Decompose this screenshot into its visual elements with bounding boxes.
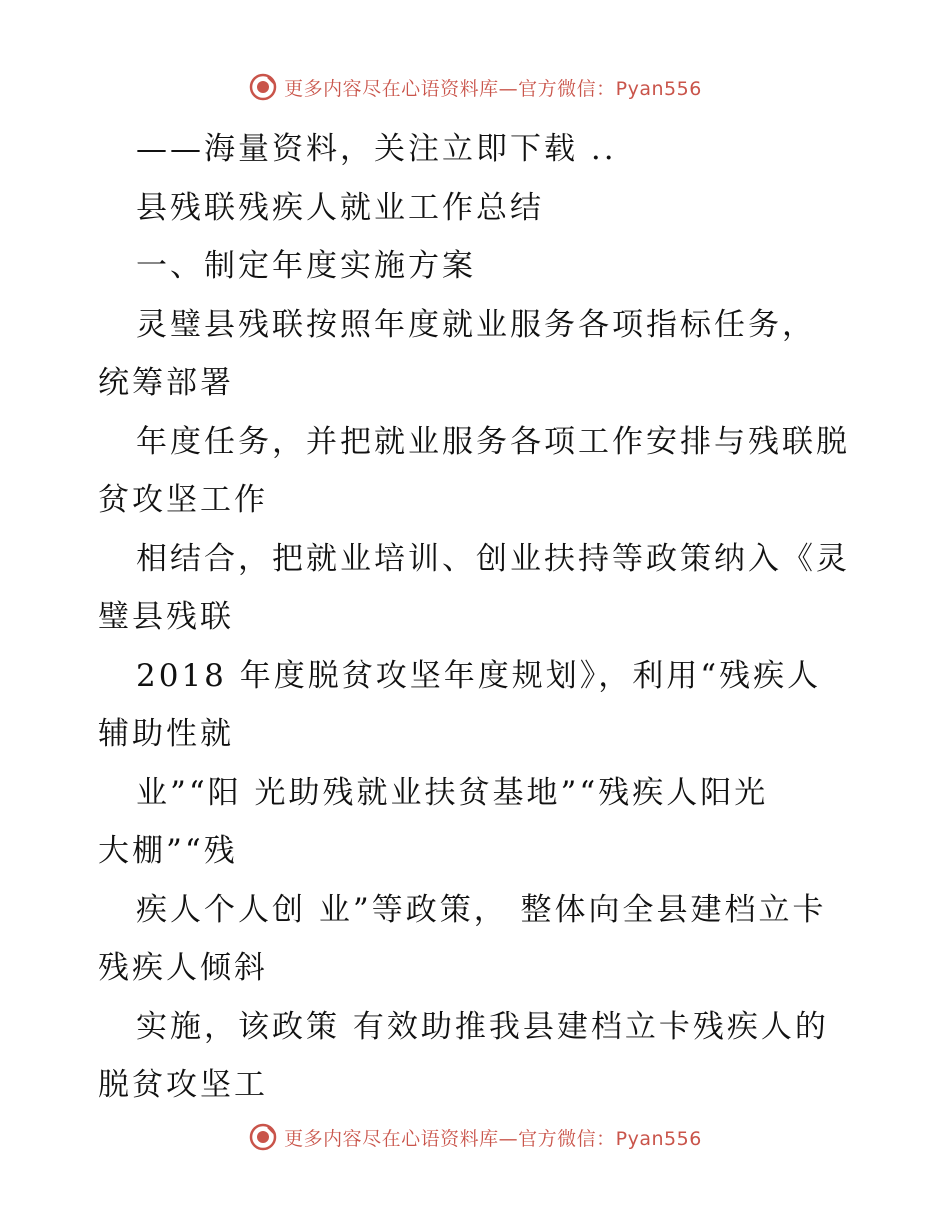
text-line: ——海量资料，关注立即下载 .. bbox=[136, 131, 617, 167]
text-line: 残疾人倾斜 bbox=[98, 950, 268, 986]
document-title: 县残联残疾人就业工作总结 bbox=[136, 189, 544, 226]
text-line: 辅助性就 bbox=[98, 716, 234, 752]
text-line: 统筹部署 bbox=[98, 365, 234, 401]
text-line: 脱贫攻坚工 bbox=[98, 1067, 268, 1103]
text-line: 灵璧县残联按照年度就业服务各项指标任务， bbox=[136, 306, 816, 343]
seal-logo-icon bbox=[248, 72, 278, 102]
text-line: 大棚”“残 bbox=[98, 833, 238, 869]
seal-logo-icon bbox=[248, 1122, 278, 1152]
text-line: 璧县残联 bbox=[98, 599, 234, 635]
header-watermark bbox=[0, 72, 950, 102]
text-line: 业”“阳 光助残就业扶贫基地”“残疾人阳光 bbox=[136, 774, 769, 811]
text-line: 年度任务，并把就业服务各项工作安排与残联脱 bbox=[136, 423, 850, 460]
section-heading: 一、制定年度实施方案 bbox=[136, 248, 476, 284]
text-line: 实施，该政策 有效助推我县建档立卡残疾人的 bbox=[136, 1008, 829, 1045]
text-line: 疾人个人创 业”等政策， 整体向全县建档立卡 bbox=[136, 891, 827, 928]
header-watermark-text: 更多内容尽在心语资料库—官方微信：Pyan556 bbox=[284, 77, 702, 100]
text-line: 相结合，把就业培训、创业扶持等政策纳入《灵 bbox=[136, 540, 850, 577]
footer-watermark-text: 更多内容尽在心语资料库—官方微信：Pyan556 bbox=[284, 1127, 702, 1150]
footer-watermark bbox=[0, 1122, 950, 1152]
text-line: 贫攻坚工作 bbox=[98, 482, 268, 518]
text-line: 2018 年度脱贫攻坚年度规划》，利用“残疾人 bbox=[136, 657, 822, 694]
document-body bbox=[98, 120, 858, 1115]
